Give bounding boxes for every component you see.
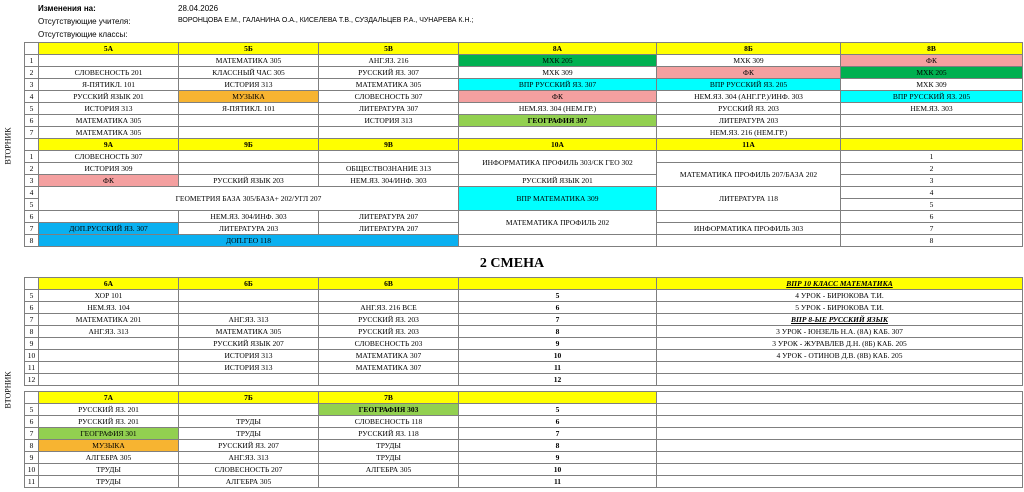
lesson-number: 8 (25, 235, 39, 247)
class-header: 11А (657, 139, 841, 151)
lesson-cell: МХК 205 (841, 67, 1023, 79)
schedule-block-6 (24, 277, 1023, 386)
lesson-cell: МАТЕМАТИКА ПРОФИЛЬ 207/БАЗА 202 (657, 163, 841, 187)
lesson-cell (39, 211, 179, 223)
lesson-cell (39, 362, 179, 374)
day-label-shift1: ВТОРНИК (3, 127, 13, 165)
class-header (841, 139, 1023, 151)
info-title: ВПР 10 КЛАСС МАТЕМАТИКА (657, 278, 1023, 290)
info-line: 4 УРОК - ОТИНОВ Д.В. (8В) КАБ. 205 (657, 350, 1023, 362)
lesson-number: 5 (25, 103, 39, 115)
lesson-number-right: 6 (459, 302, 657, 314)
class-header: 7А (39, 392, 179, 404)
lesson-cell: ФК (459, 91, 657, 103)
lesson-cell: РУССКИЙ ЯЗ. 203 (319, 314, 459, 326)
info-empty (657, 440, 1023, 452)
lesson-cell: ВПР МАТЕМАТИКА 309 (459, 187, 657, 211)
class-header: 6В (319, 278, 459, 290)
lesson-cell: Я-ПЯТИКЛ. 101 (39, 79, 179, 91)
lesson-cell: ТРУДЫ (39, 476, 179, 488)
shift2-title: 2 СМЕНА (479, 256, 545, 271)
lesson-cell: МАТЕМАТИКА 305 (179, 326, 319, 338)
corner-cell (25, 139, 39, 151)
lesson-cell: МАТЕМАТИКА 305 (319, 79, 459, 91)
lesson-cell (179, 115, 319, 127)
lesson-number-right: 2 (841, 163, 1023, 175)
lesson-cell: НЕМ.ЯЗ. 216 (НЕМ.ГР.) (657, 127, 841, 139)
lesson-cell: НЕМ.ЯЗ. 304 (АНГ.ГР.)/ИНФ. 303 (657, 91, 841, 103)
lesson-number-right: 5 (459, 290, 657, 302)
class-header: 5А (39, 43, 179, 55)
lesson-number: 9 (25, 452, 39, 464)
lesson-cell: ДОП.ГЕО 118 (39, 235, 459, 247)
lesson-number: 7 (25, 314, 39, 326)
lesson-cell: ИНФОРМАТИКА ПРОФИЛЬ 303 (657, 223, 841, 235)
lesson-cell: МАТЕМАТИКА ПРОФИЛЬ 202 (459, 211, 657, 235)
lesson-cell (179, 151, 319, 163)
lesson-cell (319, 374, 459, 386)
info-empty (657, 452, 1023, 464)
lesson-number: 8 (25, 326, 39, 338)
lesson-number-right: 9 (459, 338, 657, 350)
lesson-number-right: 5 (841, 199, 1023, 211)
lesson-cell: ГЕОГРАФИЯ 301 (39, 428, 179, 440)
lesson-number: 2 (25, 67, 39, 79)
lesson-cell: ИСТОРИЯ 313 (179, 362, 319, 374)
lesson-number: 11 (25, 362, 39, 374)
lesson-cell: ИСТОРИЯ 313 (179, 79, 319, 91)
info-empty (657, 362, 1023, 374)
lesson-cell (179, 302, 319, 314)
lesson-cell (319, 127, 459, 139)
info-empty (657, 404, 1023, 416)
lesson-cell: ЛИТЕРАТУРА 203 (179, 223, 319, 235)
info-line: 5 УРОК - БИРЮКОВА Т.И. (657, 302, 1023, 314)
lesson-cell: РУССКИЙ ЯЗ. 207 (179, 440, 319, 452)
lesson-number: 8 (25, 440, 39, 452)
lesson-number: 1 (25, 55, 39, 67)
lesson-cell: МАТЕМАТИКА 307 (319, 350, 459, 362)
lesson-cell: СЛОВЕСНОСТЬ 307 (39, 151, 179, 163)
lesson-cell: НЕМ.ЯЗ. 304/ИНФ. 303 (319, 175, 459, 187)
lesson-cell: МУЗЫКА (179, 91, 319, 103)
lesson-cell: МАТЕМАТИКА 305 (179, 55, 319, 67)
lesson-cell: ФК (39, 175, 179, 187)
info-line: 3 УРОК - ЮНЗЕЛЬ Н.А. (8А) КАБ. 307 (657, 326, 1023, 338)
lesson-cell (179, 127, 319, 139)
info-empty (657, 464, 1023, 476)
lesson-cell: ИСТОРИЯ 313 (179, 350, 319, 362)
lesson-cell: ГЕОМЕТРИЯ БАЗА 305/БАЗА+ 202/УГЛ 207 (39, 187, 459, 211)
lesson-cell: ТРУДЫ (179, 428, 319, 440)
changes-label: Изменения на: (38, 4, 96, 13)
lesson-cell: СЛОВЕСНОСТЬ 118 (319, 416, 459, 428)
lesson-cell (319, 290, 459, 302)
lesson-number: 11 (25, 476, 39, 488)
lesson-cell: ТРУДЫ (319, 440, 459, 452)
lesson-cell: ФК (657, 67, 841, 79)
lesson-number-right: 4 (841, 187, 1023, 199)
lesson-cell: ДОП.РУССКИЙ ЯЗ. 307 (39, 223, 179, 235)
lesson-number: 7 (25, 428, 39, 440)
lesson-cell: МХК 205 (459, 55, 657, 67)
lesson-cell: РУССКИЙ ЯЗ. 201 (39, 404, 179, 416)
lesson-cell (39, 350, 179, 362)
class-header: 8Б (657, 43, 841, 55)
lesson-number-right: 10 (459, 350, 657, 362)
lesson-cell: ФК (841, 55, 1023, 67)
lesson-cell: АЛГЕБРА 305 (179, 476, 319, 488)
class-header: 6Б (179, 278, 319, 290)
lesson-cell: МХК 309 (657, 55, 841, 67)
lesson-cell: МАТЕМАТИКА 307 (319, 362, 459, 374)
lesson-cell (179, 404, 319, 416)
schedule-block-5-8 (24, 42, 1023, 139)
lesson-number: 4 (25, 91, 39, 103)
lesson-number: 5 (25, 290, 39, 302)
lesson-cell: АНГ.ЯЗ. 216 ВСЕ (319, 302, 459, 314)
lesson-cell: МАТЕМАТИКА 305 (39, 115, 179, 127)
info-line: 3 УРОК - ЖУРАВЛЕВ Д.Н. (8Б) КАБ. 205 (657, 338, 1023, 350)
lesson-cell: АНГ.ЯЗ. 313 (179, 314, 319, 326)
lesson-cell: АНГ.ЯЗ. 313 (39, 326, 179, 338)
lesson-cell: РУССКИЙ ЯЗ. 201 (39, 416, 179, 428)
lesson-number: 5 (25, 404, 39, 416)
info-title: ВПР 8-ЫЕ РУССКИЙ ЯЗЫК (657, 314, 1023, 326)
lesson-number-right: 11 (459, 476, 657, 488)
lesson-cell (179, 163, 319, 175)
lesson-cell: ХОР 101 (39, 290, 179, 302)
lesson-number-right: 3 (841, 175, 1023, 187)
absent-teachers: ВОРОНЦОВА Е.М., ГАЛАНИНА О.А., КИСЕЛЕВА Т.В., СУЗДАЛЬЦЕВ Р.А., ЧУНАРЕВА К.Н.; (178, 17, 474, 24)
class-header: 5В (319, 43, 459, 55)
lesson-number: 10 (25, 464, 39, 476)
lesson-cell: РУССКИЙ ЯЗЫК 207 (179, 338, 319, 350)
lesson-cell: МАТЕМАТИКА 201 (39, 314, 179, 326)
corner-cell (25, 392, 39, 404)
lesson-cell: ТРУДЫ (319, 452, 459, 464)
lesson-cell: ОБЩЕСТВОЗНАНИЕ 313 (319, 163, 459, 175)
lesson-cell: АНГ.ЯЗ. 216 (319, 55, 459, 67)
lesson-cell: АЛГЕБРА 305 (319, 464, 459, 476)
class-header: 6А (39, 278, 179, 290)
lesson-number-right: 7 (459, 428, 657, 440)
info-line: 4 УРОК - БИРЮКОВА Т.И. (657, 290, 1023, 302)
class-header: 10А (459, 139, 657, 151)
lesson-cell: ЛИТЕРАТУРА 118 (657, 187, 841, 211)
lesson-number: 2 (25, 163, 39, 175)
class-header: 9А (39, 139, 179, 151)
info-empty (657, 428, 1023, 440)
class-header: 9Б (179, 139, 319, 151)
lesson-number-right: 6 (841, 211, 1023, 223)
lesson-number: 6 (25, 115, 39, 127)
lesson-cell: ЛИТЕРАТУРА 207 (319, 211, 459, 223)
lesson-cell: КЛАССНЫЙ ЧАС 305 (179, 67, 319, 79)
lesson-number: 6 (25, 302, 39, 314)
lesson-number-right: 5 (459, 404, 657, 416)
lesson-number: 7 (25, 223, 39, 235)
lesson-cell (657, 235, 841, 247)
lesson-cell: ГЕОГРАФИЯ 303 (319, 404, 459, 416)
lesson-cell: СЛОВЕСНОСТЬ 201 (39, 67, 179, 79)
lesson-number-right: 10 (459, 464, 657, 476)
lesson-number-right: 6 (459, 416, 657, 428)
lesson-number-right: 12 (459, 374, 657, 386)
lesson-cell: НЕМ.ЯЗ. 304/ИНФ. 303 (179, 211, 319, 223)
lesson-cell: ЛИТЕРАТУРА 207 (319, 223, 459, 235)
lesson-cell: ИСТОРИЯ 313 (319, 115, 459, 127)
lesson-cell: РУССКИЙ ЯЗЫК 201 (39, 91, 179, 103)
schedule-block-9-11 (24, 138, 1023, 247)
lesson-cell (841, 127, 1023, 139)
lesson-cell: ВПР РУССКИЙ ЯЗ. 307 (459, 79, 657, 91)
lesson-cell: ЛИТЕРАТУРА 307 (319, 103, 459, 115)
lesson-cell (179, 290, 319, 302)
lesson-cell: МХК 309 (459, 67, 657, 79)
lesson-cell (39, 55, 179, 67)
class-header: 7Б (179, 392, 319, 404)
lesson-cell: МХК 309 (841, 79, 1023, 91)
lesson-number-right: 1 (841, 151, 1023, 163)
lesson-cell: РУССКИЙ ЯЗ. 118 (319, 428, 459, 440)
lesson-number-right: 8 (459, 440, 657, 452)
corner-cell (25, 43, 39, 55)
lesson-cell: ИСТОРИЯ 313 (39, 103, 179, 115)
lesson-cell (841, 115, 1023, 127)
lesson-cell (657, 151, 841, 163)
lesson-number: 9 (25, 338, 39, 350)
lesson-cell: НЕМ.ЯЗ. 303 (841, 103, 1023, 115)
info-empty (657, 374, 1023, 386)
lesson-cell: РУССКИЙ ЯЗ. 203 (657, 103, 841, 115)
lesson-cell (39, 374, 179, 386)
lesson-number: 6 (25, 211, 39, 223)
lesson-cell: ИСТОРИЯ 309 (39, 163, 179, 175)
lesson-cell (319, 476, 459, 488)
lesson-cell: ЛИТЕРАТУРА 203 (657, 115, 841, 127)
lesson-number: 10 (25, 350, 39, 362)
lesson-cell: ИНФОРМАТИКА ПРОФИЛЬ 303/СК ГЕО 302 (459, 151, 657, 175)
day-label-shift2: ВТОРНИК (3, 371, 13, 409)
schedule-block-7 (24, 391, 1023, 488)
class-header (459, 278, 657, 290)
lesson-cell: ГЕОГРАФИЯ 307 (459, 115, 657, 127)
corner-cell (25, 278, 39, 290)
lesson-cell: ТРУДЫ (179, 416, 319, 428)
lesson-number: 3 (25, 175, 39, 187)
lesson-cell: ВПР РУССКИЙ ЯЗ. 205 (657, 79, 841, 91)
lesson-cell: СЛОВЕСНОСТЬ 207 (179, 464, 319, 476)
class-header (459, 392, 657, 404)
lesson-number: 5 (25, 199, 39, 211)
lesson-cell (657, 211, 841, 223)
lesson-cell: РУССКИЙ ЯЗ. 203 (319, 326, 459, 338)
lesson-cell: РУССКИЙ ЯЗЫК 203 (179, 175, 319, 187)
class-header: 5Б (179, 43, 319, 55)
lesson-cell: НЕМ.ЯЗ. 104 (39, 302, 179, 314)
lesson-number-right: 8 (459, 326, 657, 338)
lesson-cell: АНГ.ЯЗ. 313 (179, 452, 319, 464)
lesson-number-right: 7 (841, 223, 1023, 235)
class-header: 9В (319, 139, 459, 151)
info-empty (657, 416, 1023, 428)
lesson-cell: РУССКИЙ ЯЗЫК 201 (459, 175, 657, 187)
lesson-cell: РУССКИЙ ЯЗ. 307 (319, 67, 459, 79)
lesson-cell: АЛГЕБРА 305 (39, 452, 179, 464)
info-empty (657, 392, 1023, 404)
lesson-cell (459, 127, 657, 139)
lesson-number: 4 (25, 187, 39, 199)
lesson-cell (319, 151, 459, 163)
lesson-cell: МАТЕМАТИКА 305 (39, 127, 179, 139)
lesson-number: 6 (25, 416, 39, 428)
lesson-cell (459, 235, 657, 247)
lesson-cell: МУЗЫКА (39, 440, 179, 452)
lesson-cell: ВПР РУССКИЙ ЯЗ. 205 (841, 91, 1023, 103)
lesson-number-right: 7 (459, 314, 657, 326)
lesson-cell (39, 338, 179, 350)
absent-classes-label: Отсутствующие классы: (38, 30, 128, 39)
lesson-cell: СЛОВЕСНОСТЬ 307 (319, 91, 459, 103)
class-header: 7В (319, 392, 459, 404)
lesson-cell: СЛОВЕСНОСТЬ 203 (319, 338, 459, 350)
lesson-number: 3 (25, 79, 39, 91)
lesson-number-right: 8 (841, 235, 1023, 247)
lesson-cell: НЕМ.ЯЗ. 304 (НЕМ.ГР.) (459, 103, 657, 115)
lesson-cell: Я-ПЯТИКЛ. 101 (179, 103, 319, 115)
lesson-cell (179, 374, 319, 386)
lesson-cell: ТРУДЫ (39, 464, 179, 476)
lesson-number-right: 11 (459, 362, 657, 374)
lesson-number: 1 (25, 151, 39, 163)
class-header: 8А (459, 43, 657, 55)
class-header: 8В (841, 43, 1023, 55)
info-empty (657, 476, 1023, 488)
lesson-number: 7 (25, 127, 39, 139)
absent-teachers-label: Отсутствующие учителя: (38, 17, 131, 26)
lesson-number: 12 (25, 374, 39, 386)
changes-date: 28.04.2026 (178, 4, 219, 13)
lesson-number-right: 9 (459, 452, 657, 464)
